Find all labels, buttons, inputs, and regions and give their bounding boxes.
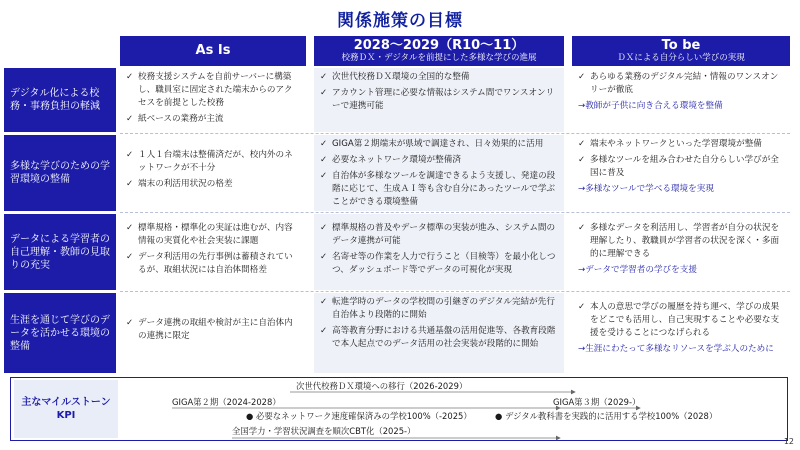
header-2028-subtitle: 校務ＤＸ・デジタルを前提にした多様な学びの進展 — [341, 53, 537, 63]
check-icon: ✓ — [320, 72, 328, 82]
check-icon: ✓ — [578, 155, 586, 165]
list-item: ✓ 自治体が多様なツールを調達できるよう支援し、発達の段階に応じて、生成ＡＩ等も含む自分にあったツールで学ぶことができる環境整備 — [320, 171, 556, 207]
check-icon: ✓ — [126, 223, 134, 233]
check-icon: ✓ — [320, 139, 328, 149]
check-icon: ✓ — [578, 72, 586, 82]
list-item: ✓ 名寄せ等の作業を人力で行うこと（目検等）を最小化しつつ、ダッシュボード等でデータの可視化が実現 — [320, 252, 556, 275]
tobe-goal-text: →多様なツールで学べる環境を実現 — [578, 184, 714, 194]
check-icon: ✓ — [126, 318, 134, 328]
check-icon: ✓ — [126, 179, 134, 189]
tobe-goal-text: →データで学習者の学びを支援 — [578, 265, 697, 275]
header-to-be-title: To be — [661, 38, 701, 53]
list-item: ✓ 標準規格の普及やデータ標準の実装が進み、システム間のデータ連携が可能 — [320, 223, 556, 246]
row-label-admin: デジタル化による校務・事務負担の軽減 — [4, 68, 116, 132]
check-icon: ✓ — [320, 252, 328, 262]
check-icon: ✓ — [578, 139, 586, 149]
milestone-cbt: 全国学力・学習状況調査を順次CBT化（2025-） — [232, 426, 416, 436]
list-item: ✓ 多様なデータを利活用し、学習者が自分の状況を理解したり、教職員が学習者の状況を深く・多面的に理解できる — [578, 223, 780, 259]
tobe-goal-text: →教師が子供に向き合える環境を整備 — [578, 101, 723, 111]
check-icon: ✓ — [578, 302, 586, 312]
tobe-goal-text: →生涯にわたって多様なリソースを学ぶ人のために — [578, 344, 774, 354]
list-item: ✓ 端末やネットワークといった学習環境が整備 — [578, 139, 762, 149]
header-to-be-subtitle: ＤＸによる自分らしい学びの実現 — [617, 53, 745, 63]
check-icon: ✓ — [126, 114, 134, 124]
row-label-data-use: データによる学習者の自己理解・教師の見取りの充実 — [4, 214, 116, 290]
check-icon: ✓ — [320, 155, 328, 165]
check-icon: ✓ — [320, 326, 328, 336]
header-as-is-title: As Is — [195, 43, 231, 58]
milestone-label-title: 主なマイルストーン — [21, 397, 111, 408]
check-icon: ✓ — [320, 223, 328, 233]
check-icon: ✓ — [578, 223, 586, 233]
row-label-learning-env: 多様な学びのための学習環境の整備 — [4, 135, 116, 211]
list-item: ✓ GIGA第２期端末が県域で調達され、日々効果的に活用 — [320, 139, 544, 149]
page-number: 12 — [783, 437, 794, 446]
list-item: ✓ 端末の利活用状況の格差 — [126, 179, 233, 189]
check-icon: ✓ — [126, 252, 134, 262]
kpi-digital-textbook: ● デジタル教科書を実践的に活用する学校100%（2028） — [495, 411, 718, 421]
row-label-lifelong: 生涯を通じて学びのデータを活かせる環境の整備 — [4, 293, 116, 373]
milestone-giga3: GIGA第３期（2029-） — [553, 397, 641, 407]
list-item: ✓ 必要なネットワーク環境が整備済 — [320, 155, 461, 165]
list-item: ✓ 紙ベースの業務が主流 — [126, 114, 224, 124]
list-item: ✓ 転進学時のデータの学校間の引継ぎのデジタル完結が先行自治体より段階的に開始 — [320, 297, 555, 320]
check-icon: ✓ — [320, 171, 328, 181]
milestone-next-gen: 次世代校務ＤＸ環境への移行（2026-2029） — [296, 381, 468, 391]
list-item: ✓ 高等教育分野における共通基盤の活用促進等、各教育段階で本人起点でのデータ活用の社会実装が段階的に開始 — [320, 326, 556, 349]
check-icon: ✓ — [126, 72, 134, 82]
list-item: ✓ アカウント管理に必要な情報はシステム間でワンスオンリーで連携可能 — [320, 88, 555, 111]
list-item: ✓ あらゆる業務のデジタル完結・情報のワンスオンリーが徹底 — [578, 72, 779, 95]
list-item: ✓ データ利活用の先行事例は蓄積されているが、取組状況には自治体間格差 — [126, 252, 293, 275]
header-2028-title: 2028〜2029（R10〜11） — [353, 38, 525, 53]
list-item: ✓ 本人の意思で学びの履歴を持ち運べ、学びの成果をどこでも活用し、自己実現することや必要な支援を受けることにつなげられる — [578, 302, 780, 338]
milestone-giga2: GIGA第２期（2024-2028） — [172, 397, 281, 407]
list-item: ✓ 次世代校務ＤＸ環境の全国的な整備 — [320, 72, 470, 82]
milestone-label-kpi: KPI — [56, 410, 76, 421]
list-item: ✓ 校務支援システムを自前サーバーに構築し、職員室に固定された端末からのアクセスを前提とした校務 — [126, 72, 293, 108]
list-item: ✓ データ連携の取組や検討が主に自治体内の連携に限定 — [126, 318, 293, 341]
page-title: 関係施策の目標 — [337, 11, 463, 31]
check-icon: ✓ — [320, 297, 328, 307]
list-item: ✓ 多様なツールを組み合わせた自分らしい学びが全国に普及 — [578, 155, 779, 178]
check-icon: ✓ — [320, 88, 328, 98]
check-icon: ✓ — [126, 150, 134, 160]
kpi-network: ● 必要なネットワーク速度確保済みの学校100%（-2025） — [246, 411, 472, 421]
list-item: ✓ 標準規格・標準化の実証は進むが、内容情報の実質化や社会実装に課題 — [126, 223, 293, 246]
list-item: ✓ １人１台端末は整備済だが、校内外のネットワークが不十分 — [126, 150, 293, 173]
